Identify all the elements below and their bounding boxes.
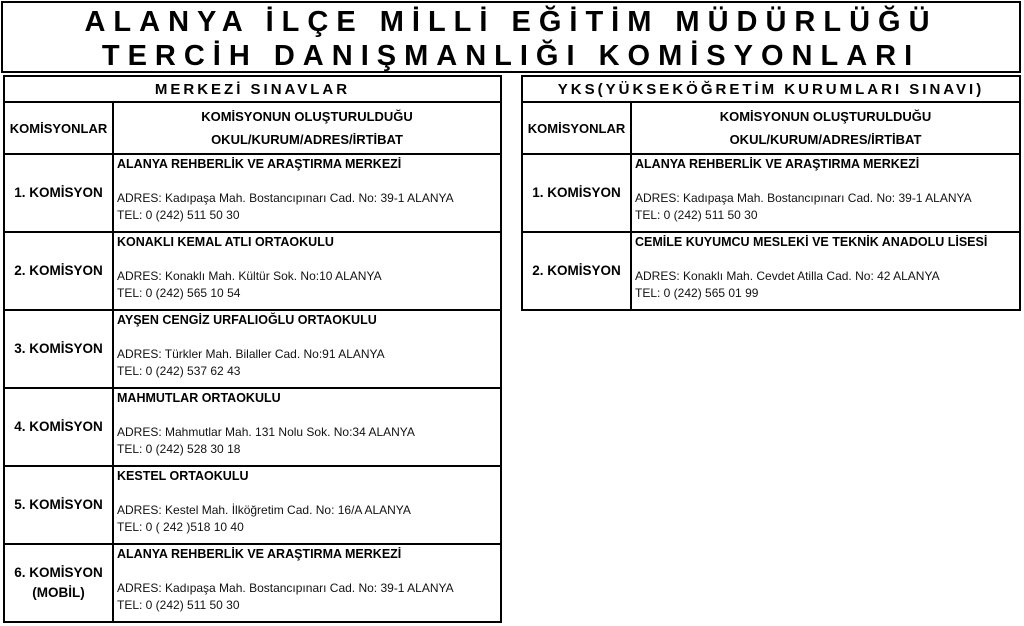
address-text: ADRES: Mahmutlar Mah. 131 Nolu Sok. No:34 ALANYA: [117, 425, 415, 439]
komisyon-cell: [522, 154, 631, 232]
kurum-cell: [113, 388, 501, 466]
title-line-2: TERCİH DANIŞMANLIĞI KOMİSYONLARI: [101, 40, 921, 72]
table-row: [4, 544, 501, 622]
kurum-cell: [631, 232, 1020, 310]
table-row: [4, 388, 501, 466]
phone-text: TEL: 0 (242) 528 30 18: [117, 442, 241, 456]
address-text: ADRES: Kestel Mah. İlköğretim Cad. No: 16/A ALANYA: [117, 503, 411, 517]
address-text: ADRES: Kadıpaşa Mah. Bostancıpınarı Cad. No: 39-1 ALANYA: [117, 191, 454, 205]
komisyon-cell: [4, 466, 113, 544]
school-name: KESTEL ORTAOKULU: [117, 469, 249, 483]
komisyon-cell: [4, 232, 113, 310]
komisyon-label: 4. KOMİSYON: [14, 419, 103, 434]
address-text: ADRES: Konaklı Mah. Cevdet Atilla Cad. No: 42 ALANYA: [635, 269, 940, 283]
column-header-line-1: KOMİSYONUN OLUŞTURULDUĞU: [201, 109, 413, 124]
phone-text: TEL: 0 (242) 565 01 99: [635, 286, 759, 300]
address-text: ADRES: Konaklı Mah. Kültür Sok. No:10 ALANYA: [117, 269, 382, 283]
school-name: KONAKLI KEMAL ATLI ORTAOKULU: [117, 235, 334, 249]
column-header-komisyonlar: KOMİSYONLAR: [522, 102, 631, 154]
komisyon-cell: [4, 388, 113, 466]
komisyon-sublabel: (MOBİL): [32, 585, 85, 600]
column-header-line-2: OKUL/KURUM/ADRES/İRTİBAT: [729, 132, 922, 147]
school-name: MAHMUTLAR ORTAOKULU: [117, 391, 281, 405]
table-row: [522, 154, 1020, 232]
phone-text: TEL: 0 (242) 511 50 30: [117, 598, 240, 612]
table-row: [4, 232, 501, 310]
komisyon-cell: [522, 232, 631, 310]
phone-text: TEL: 0 (242) 537 62 43: [117, 364, 241, 378]
school-name: AYŞEN CENGİZ URFALIOĞLU ORTAOKULU: [117, 313, 377, 327]
column-header-okul: [631, 102, 1020, 154]
table-row: [4, 466, 501, 544]
address-text: ADRES: Türkler Mah. Bilaller Cad. No:91 ALANYA: [117, 347, 385, 361]
address-text: ADRES: Kadıpaşa Mah. Bostancıpınarı Cad. No: 39-1 ALANYA: [117, 581, 454, 595]
school-name: ALANYA REHBERLİK VE ARAŞTIRMA MERKEZİ: [635, 157, 920, 171]
komisyon-label: 1. KOMİSYON: [14, 185, 103, 200]
section-heading: YKS(YÜKSEKÖĞRETİM KURUMLARI SINAVI): [522, 76, 1020, 102]
kurum-cell: [113, 310, 501, 388]
section-heading: MERKEZİ SINAVLAR: [4, 76, 501, 102]
yks-panel: [521, 75, 1021, 311]
komisyon-label: 2. KOMİSYON: [532, 263, 621, 278]
kurum-cell: [113, 544, 501, 622]
kurum-cell: [113, 154, 501, 232]
komisyon-label: 6. KOMİSYON: [14, 565, 103, 580]
document-title: [1, 1, 1021, 73]
komisyon-label: 5. KOMİSYON: [14, 497, 103, 512]
yks-table: [521, 75, 1021, 311]
school-name: ALANYA REHBERLİK VE ARAŞTIRMA MERKEZİ: [117, 547, 402, 561]
column-header-line-2: OKUL/KURUM/ADRES/İRTİBAT: [211, 132, 403, 147]
merkezi-sinavlar-panel: [3, 75, 502, 623]
kurum-cell: [113, 466, 501, 544]
komisyon-cell: [4, 154, 113, 232]
title-line-1: ALANYA İLÇE MİLLİ EĞİTİM MÜDÜRLÜĞÜ: [84, 6, 938, 38]
komisyon-label: 3. KOMİSYON: [14, 341, 103, 356]
table-row: [4, 154, 501, 232]
school-name: ALANYA REHBERLİK VE ARAŞTIRMA MERKEZİ: [117, 157, 402, 171]
komisyon-cell: [4, 310, 113, 388]
column-header-komisyonlar: KOMİSYONLAR: [4, 102, 113, 154]
merkezi-sinavlar-table: [3, 75, 502, 623]
kurum-cell: [113, 232, 501, 310]
phone-text: TEL: 0 ( 242 )518 10 40: [117, 520, 244, 534]
phone-text: TEL: 0 (242) 511 50 30: [635, 208, 758, 222]
table-row: [522, 232, 1020, 310]
komisyon-label: 2. KOMİSYON: [14, 263, 103, 278]
komisyon-label: 1. KOMİSYON: [532, 185, 621, 200]
school-name: CEMİLE KUYUMCU MESLEKİ VE TEKNİK ANADOLU LİSESİ: [635, 235, 988, 249]
table-row: [4, 310, 501, 388]
komisyon-cell: [4, 544, 113, 622]
kurum-cell: [631, 154, 1020, 232]
address-text: ADRES: Kadıpaşa Mah. Bostancıpınarı Cad. No: 39-1 ALANYA: [635, 191, 972, 205]
phone-text: TEL: 0 (242) 565 10 54: [117, 286, 241, 300]
phone-text: TEL: 0 (242) 511 50 30: [117, 208, 240, 222]
column-header-line-1: KOMİSYONUN OLUŞTURULDUĞU: [719, 109, 932, 124]
column-header-okul: [113, 102, 501, 154]
